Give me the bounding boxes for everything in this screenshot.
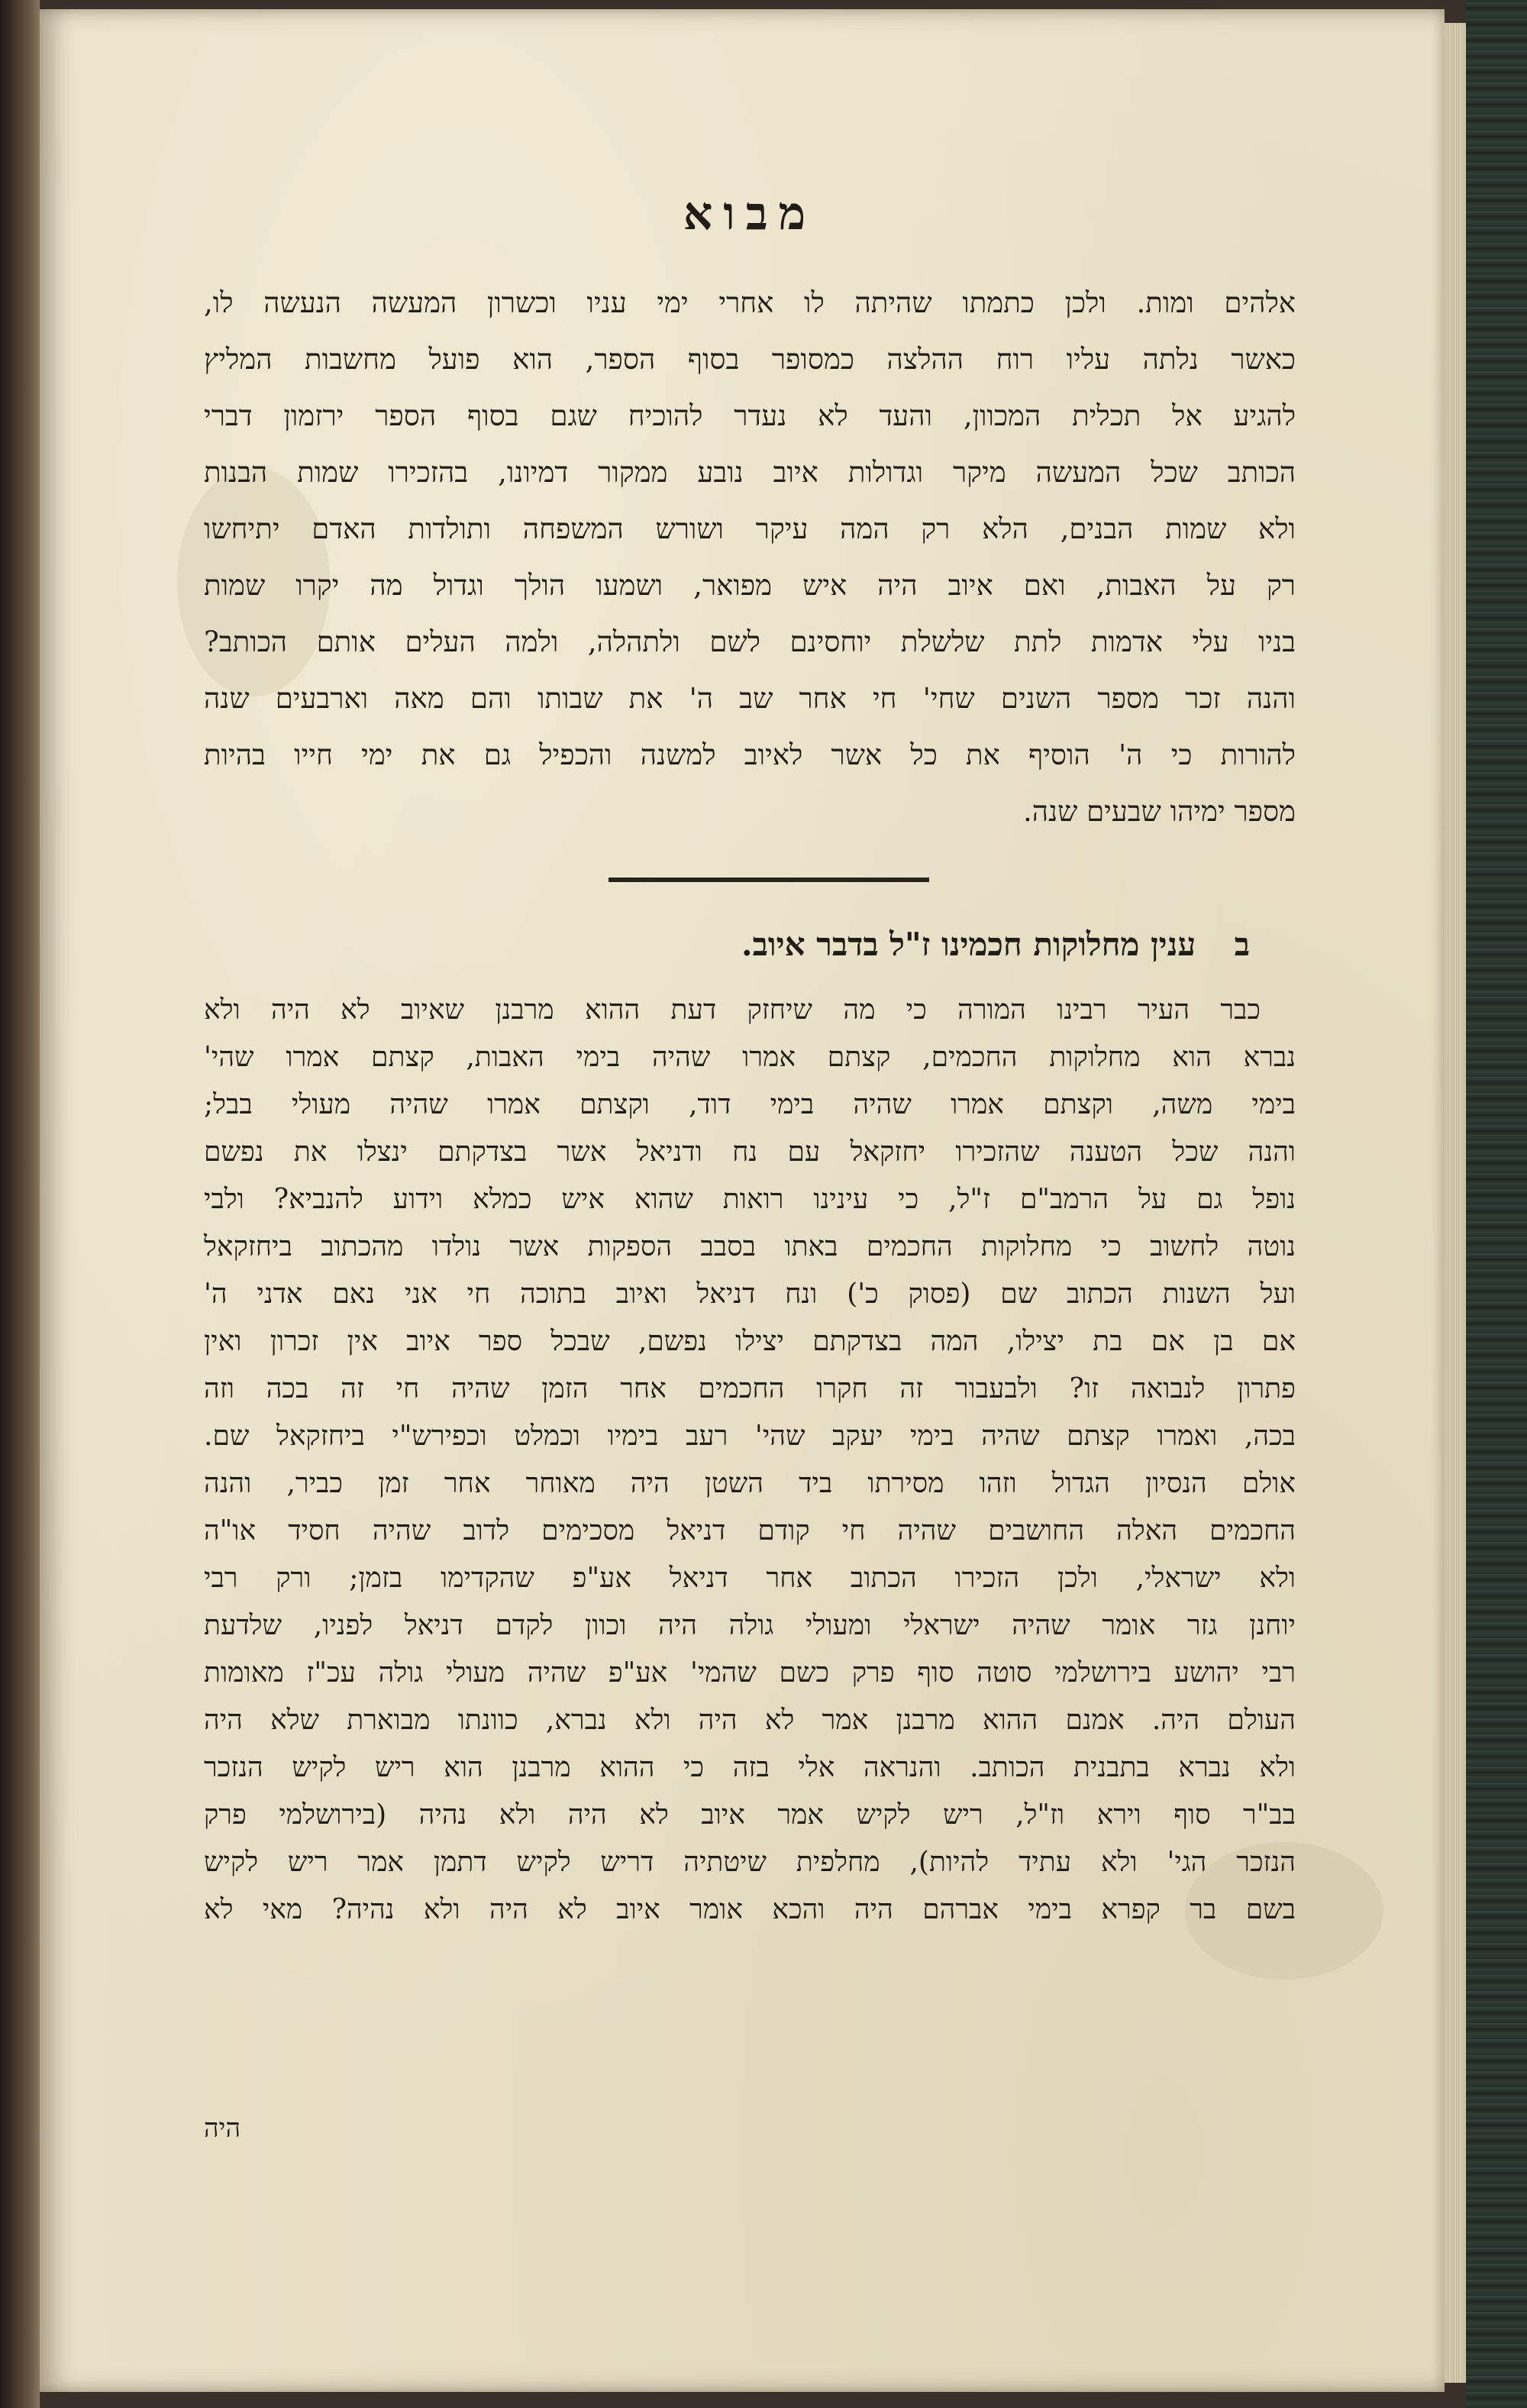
text-line: ולא נברא בתבנית הכותב. והנראה אלי בזה כי ההוא מרבנן הוא ריש לקיש הנזכר (204, 1752, 1296, 1783)
text-line: רק על האבות, ואם איוב היה איש מפואר, ושמעו הולך וגדול מה יקרו שמות (204, 569, 1296, 602)
intro-paragraph (204, 275, 1296, 840)
text-line: מספר ימיהו שבעים שנה. (1023, 795, 1296, 828)
page-title: מבוא (683, 187, 817, 241)
text-line: אולם הנסיון הגדול וזהו מסירתו ביד השטן היה מאוחר אחר זמן כביר, והנה (204, 1468, 1296, 1499)
book-page (40, 9, 1445, 2392)
text-line: אלהים ומות. ולכן כתמתו שהיתה לו אחרי ימי עניו וכשרון המעשה הנעשה לו, (204, 286, 1296, 319)
text-line: אם בן אם בת יצילו, המה בצדקתם יצילו נפשם, שבכל ספר איוב אין זכרון ואין (204, 1326, 1296, 1357)
section-heading-text: ענין מחלוקות חכמינו ז"ל בדבר איוב. (741, 926, 1196, 963)
catchword: היה (204, 2113, 241, 2144)
text-line: בימי משה, וקצתם אמרו שהיה בימי דוד, וקצתם אמרו שהיה מעולי בבל; (204, 1089, 1296, 1120)
text-line: והנה זכר מספר השנים שחי' חי אחר שב ה' את שבותו והם מאה וארבעים שנה (204, 682, 1296, 715)
text-line: להורות כי ה' הוסיף את כל אשר לאיוב למשנה והכפיל גם את ימי חייו בהיות (204, 739, 1296, 771)
text-line: הנזכר הגי' ולא עתיד להיות), מחלפית שיטתיה דריש לקיש דתמן אמר ריש לקיש (204, 1847, 1296, 1878)
text-line: נוטה לחשוב כי מחלוקות החכמים באתו בסבב הספקות אשר נולדו מהכתוב ביחזקאל (204, 1231, 1296, 1262)
text-line: כבר העיר רבינו המורה כי מה שיחזק דעת ההוא מרבנן שאיוב לא היה ולא (204, 994, 1261, 1026)
text-line: נופל גם על הרמב"ם ז"ל, כי עינינו רואות שהוא איש כמלא וידוע להנביא? ולבי (204, 1184, 1296, 1215)
text-line: הכותב שכל המעשה מיקר וגדולות איוב נובע ממקור דמיונו, בהזכירו שמות הבנות (204, 456, 1296, 489)
text-line: העולם היה. אמנם ההוא מרבנן אמר לא היה ולא נברא, כוונתו מבוארת שלא היה (204, 1705, 1296, 1736)
section-heading (204, 922, 1296, 968)
text-line: כאשר נלתה עליו רוח ההלצה כמסופר בסוף הספר, הוא פועל מחשבות המליץ (204, 343, 1296, 376)
text-line: ולא שמות הבנים, הלא רק המה עיקר ושורש המשפחה ותולדות האדם יתיחשו (204, 512, 1296, 545)
text-line: החכמים האלה החושבים שהיה חי קודם דניאל מסכימים לדוב שהיה חסיד או"ה (204, 1515, 1296, 1547)
book-cover-edge (1466, 0, 1527, 2408)
text-line: ולא ישראלי, ולכן הזכירו הכתוב אחר דניאל אע"פ שהקדימו בזמן; ורק רבי (204, 1563, 1296, 1594)
text-line: נברא הוא מחלוקות החכמים, קצתם אמרו שהיה בימי האבות, קצתם אמרו שהי' (204, 1042, 1296, 1073)
section-divider (609, 878, 929, 882)
text-line: ועל השנות הכתוב שם (פסוק כ') ונח דניאל ואיוב בתוכה חי אני נאם אדני ה' (204, 1278, 1296, 1310)
text-line: פתרון לנבואה זו? ולבעבור זה חקרו החכמים אחר הזמן שהיה חי זה בכה וזה (204, 1373, 1296, 1404)
body-paragraph (204, 987, 1296, 1934)
text-line: בשם בר קפרא בימי אברהם היה והכא אומר איוב לא היה ולא נהיה? מאי לא (204, 1894, 1296, 1925)
text-line: רבי יהושע בירושלמי סוטה סוף פרק כשם שהמי' אע"פ שהיה מעולי גולה עכ"ז מאומות (204, 1657, 1296, 1689)
book-binding-edge (0, 0, 40, 2408)
text-line: והנה שכל הטענה שהזכירו יחזקאל עם נח ודניאל אשר בצדקתם ינצלו את נפשם (204, 1136, 1296, 1168)
text-line: בניו עלי אדמות לתת שלשלת יוחסינם לשם ולתהלה, ולמה העלים אותם הכותב? (204, 625, 1296, 658)
text-line: בכה, ואמרו קצתם שהיה בימי יעקב שהי' רעב בימיו וכמלט וכפירש"י ביחזקאל שם. (204, 1421, 1296, 1452)
text-line: להגיע אל תכלית המכוון, והעד לא נעדר להוכיח שגם בסוף הספר ירזמון דברי (204, 399, 1296, 432)
text-line: יוחנן גזר אומר שהיה ישראלי ומעולי גולה היה וכוון לקדם דניאל לפניו, שלדעת (204, 1610, 1296, 1641)
section-number: ב (1234, 926, 1250, 963)
text-line: בב"ר סוף וירא וז"ל, ריש לקיש אמר איוב לא היה ולא נהיה (בירושלמי פרק (204, 1799, 1296, 1831)
